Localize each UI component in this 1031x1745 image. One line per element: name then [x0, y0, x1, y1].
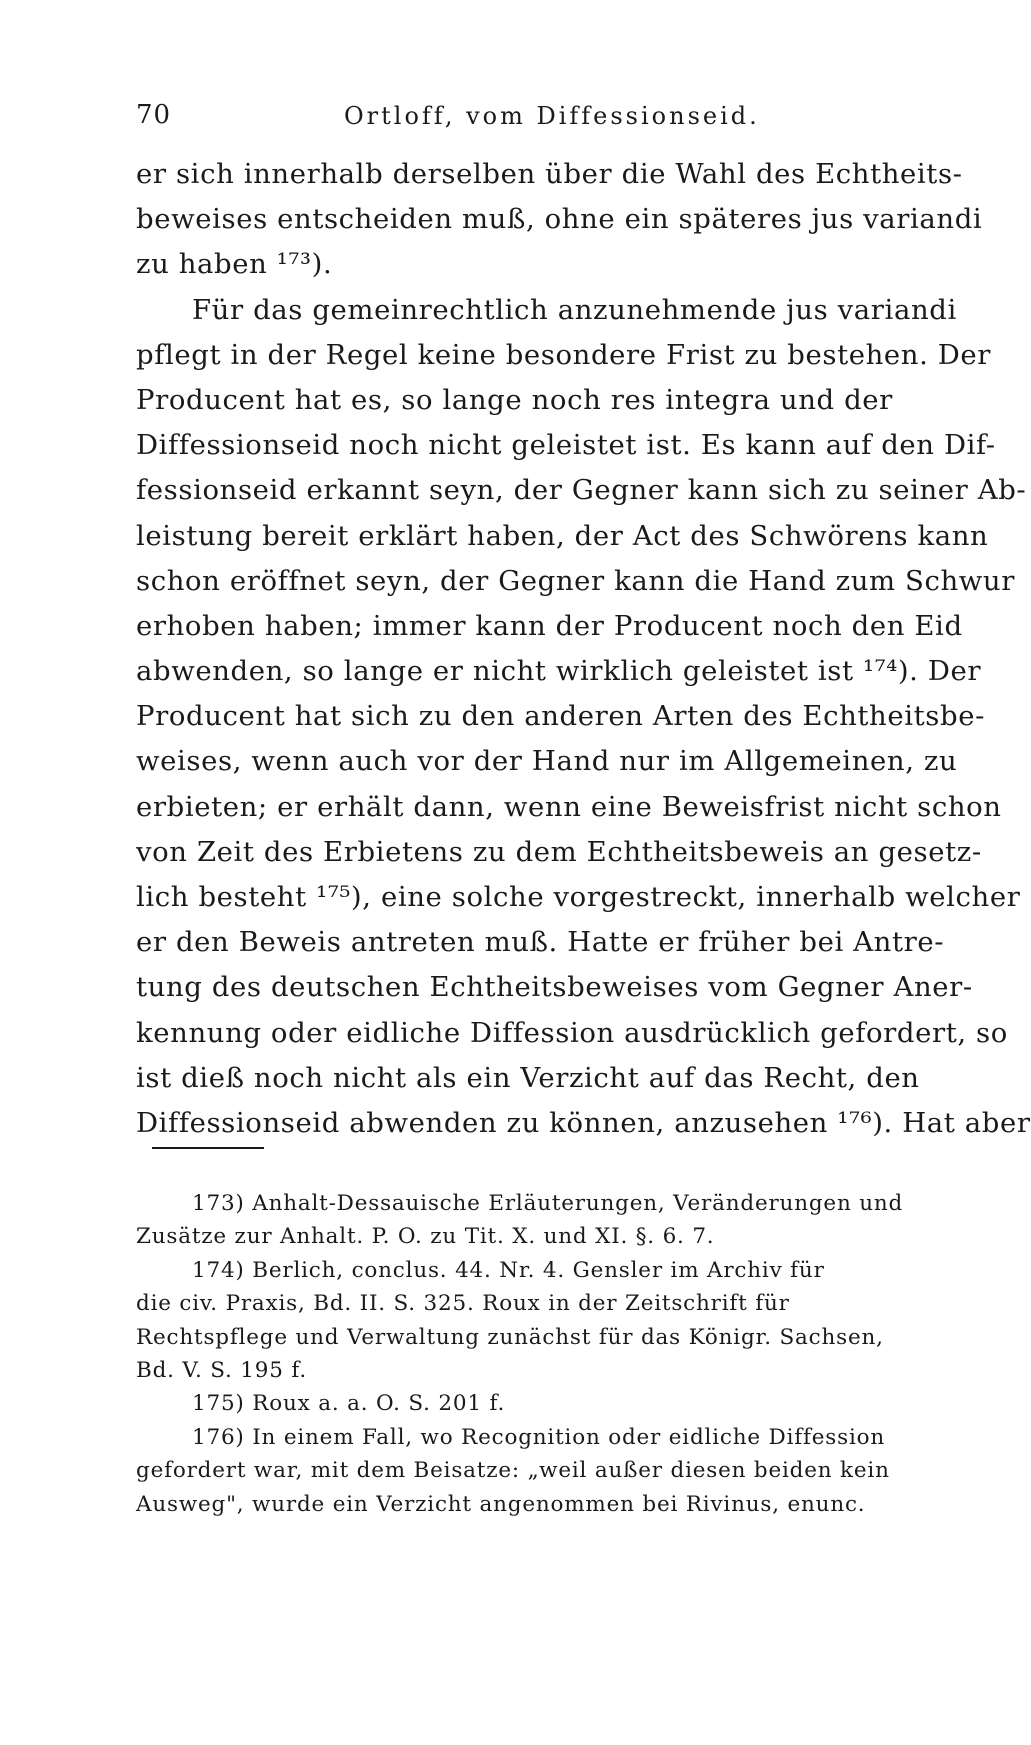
body-line: Diffessionseid abwenden zu können, anzusehen ¹⁷⁶). Hat aber	[136, 1106, 1031, 1139]
footnote-173-line: Zusätze zur Anhalt. P. O. zu Tit. X. und XI. §. 6. 7.	[136, 1224, 715, 1250]
page-number: 70	[136, 100, 172, 130]
body-line: erhoben haben; immer kann der Producent noch den Eid	[136, 609, 963, 642]
footnote-175-line: 175) Roux a. a. O. S. 201 f.	[192, 1391, 506, 1417]
footnotes	[136, 1187, 904, 1521]
body-line: beweises entscheiden muß, ohne ein späteres jus variandi	[136, 203, 983, 236]
body-line: Producent hat sich zu den anderen Arten des Echtheitsbe-	[136, 700, 985, 733]
footnote-176-line: 176) In einem Fall, wo Recognition oder eidliche Diffession	[192, 1424, 886, 1450]
body-line: Producent hat es, so lange noch res integra und der	[136, 383, 893, 416]
footnote-174-line: 174) Berlich, conclus. 44. Nr. 4. Gensler im Archiv für	[192, 1257, 825, 1283]
footnote-174-line: Rechtspflege und Verwaltung zunächst für das Königr. Sachsen,	[136, 1324, 884, 1350]
footnote-176-line: Ausweg", wurde ein Verzicht angenommen bei Rivinus, enunc.	[136, 1491, 866, 1517]
body-line: zu haben ¹⁷³).	[136, 248, 333, 281]
body-line: er den Beweis antreten muß. Hatte er früher bei Antre-	[136, 926, 945, 959]
body-line: leistung bereit erklärt haben, der Act des Schwörens kann	[136, 519, 989, 552]
body-line: erbieten; er erhält dann, wenn eine Beweisfrist nicht schon	[136, 790, 1002, 823]
footnote-174-line: Bd. V. S. 195 f.	[136, 1357, 307, 1383]
body-line: von Zeit des Erbietens zu dem Echtheitsbeweis an gesetz-	[136, 835, 982, 868]
footnote-174-line: die civ. Praxis, Bd. II. S. 325. Roux in der Zeitschrift für	[136, 1291, 790, 1317]
body-line: schon eröffnet seyn, der Gegner kann die Hand zum Schwur	[136, 564, 1015, 597]
body-line: kennung oder eidliche Diffession ausdrücklich gefordert, so	[136, 1016, 1008, 1049]
body-line: lich besteht ¹⁷⁵), eine solche vorgestreckt, innerhalb welcher	[136, 881, 1021, 913]
running-head	[136, 100, 896, 140]
body-line: tung des deutschen Echtheitsbeweises vom Gegner Aner-	[136, 971, 973, 1004]
body-text	[136, 152, 1031, 1146]
body-line: Diffessionseid noch nicht geleistet ist. Es kann auf den Dif-	[136, 429, 996, 462]
footnote-173-line: 173) Anhalt-Dessauische Erläuterungen, Veränderungen und	[192, 1191, 904, 1216]
body-line: er sich innerhalb derselben über die Wahl des Echtheits-	[136, 158, 963, 190]
footnote-176-line: gefordert war, mit dem Beisatze: „weil außer diesen beiden kein	[136, 1458, 890, 1484]
body-line-paragraph-start: Für das gemeinrechtlich anzunehmende jus variandi	[192, 293, 957, 326]
running-head-title: Ortloff, vom Diffessionseid.	[344, 102, 760, 130]
body-line: fessionseid erkannt seyn, der Gegner kann sich zu seiner Ab-	[136, 474, 1027, 507]
footnote-separator-rule	[152, 1147, 264, 1149]
body-line: weises, wenn auch vor der Hand nur im Allgemeinen, zu	[136, 745, 958, 778]
body-line: ist dieß noch nicht als ein Verzicht auf das Recht, den	[136, 1061, 920, 1094]
body-line: abwenden, so lange er nicht wirklich geleistet ist ¹⁷⁴). Der	[136, 655, 982, 688]
body-line: pflegt in der Regel keine besondere Frist zu bestehen. Der	[136, 338, 992, 371]
